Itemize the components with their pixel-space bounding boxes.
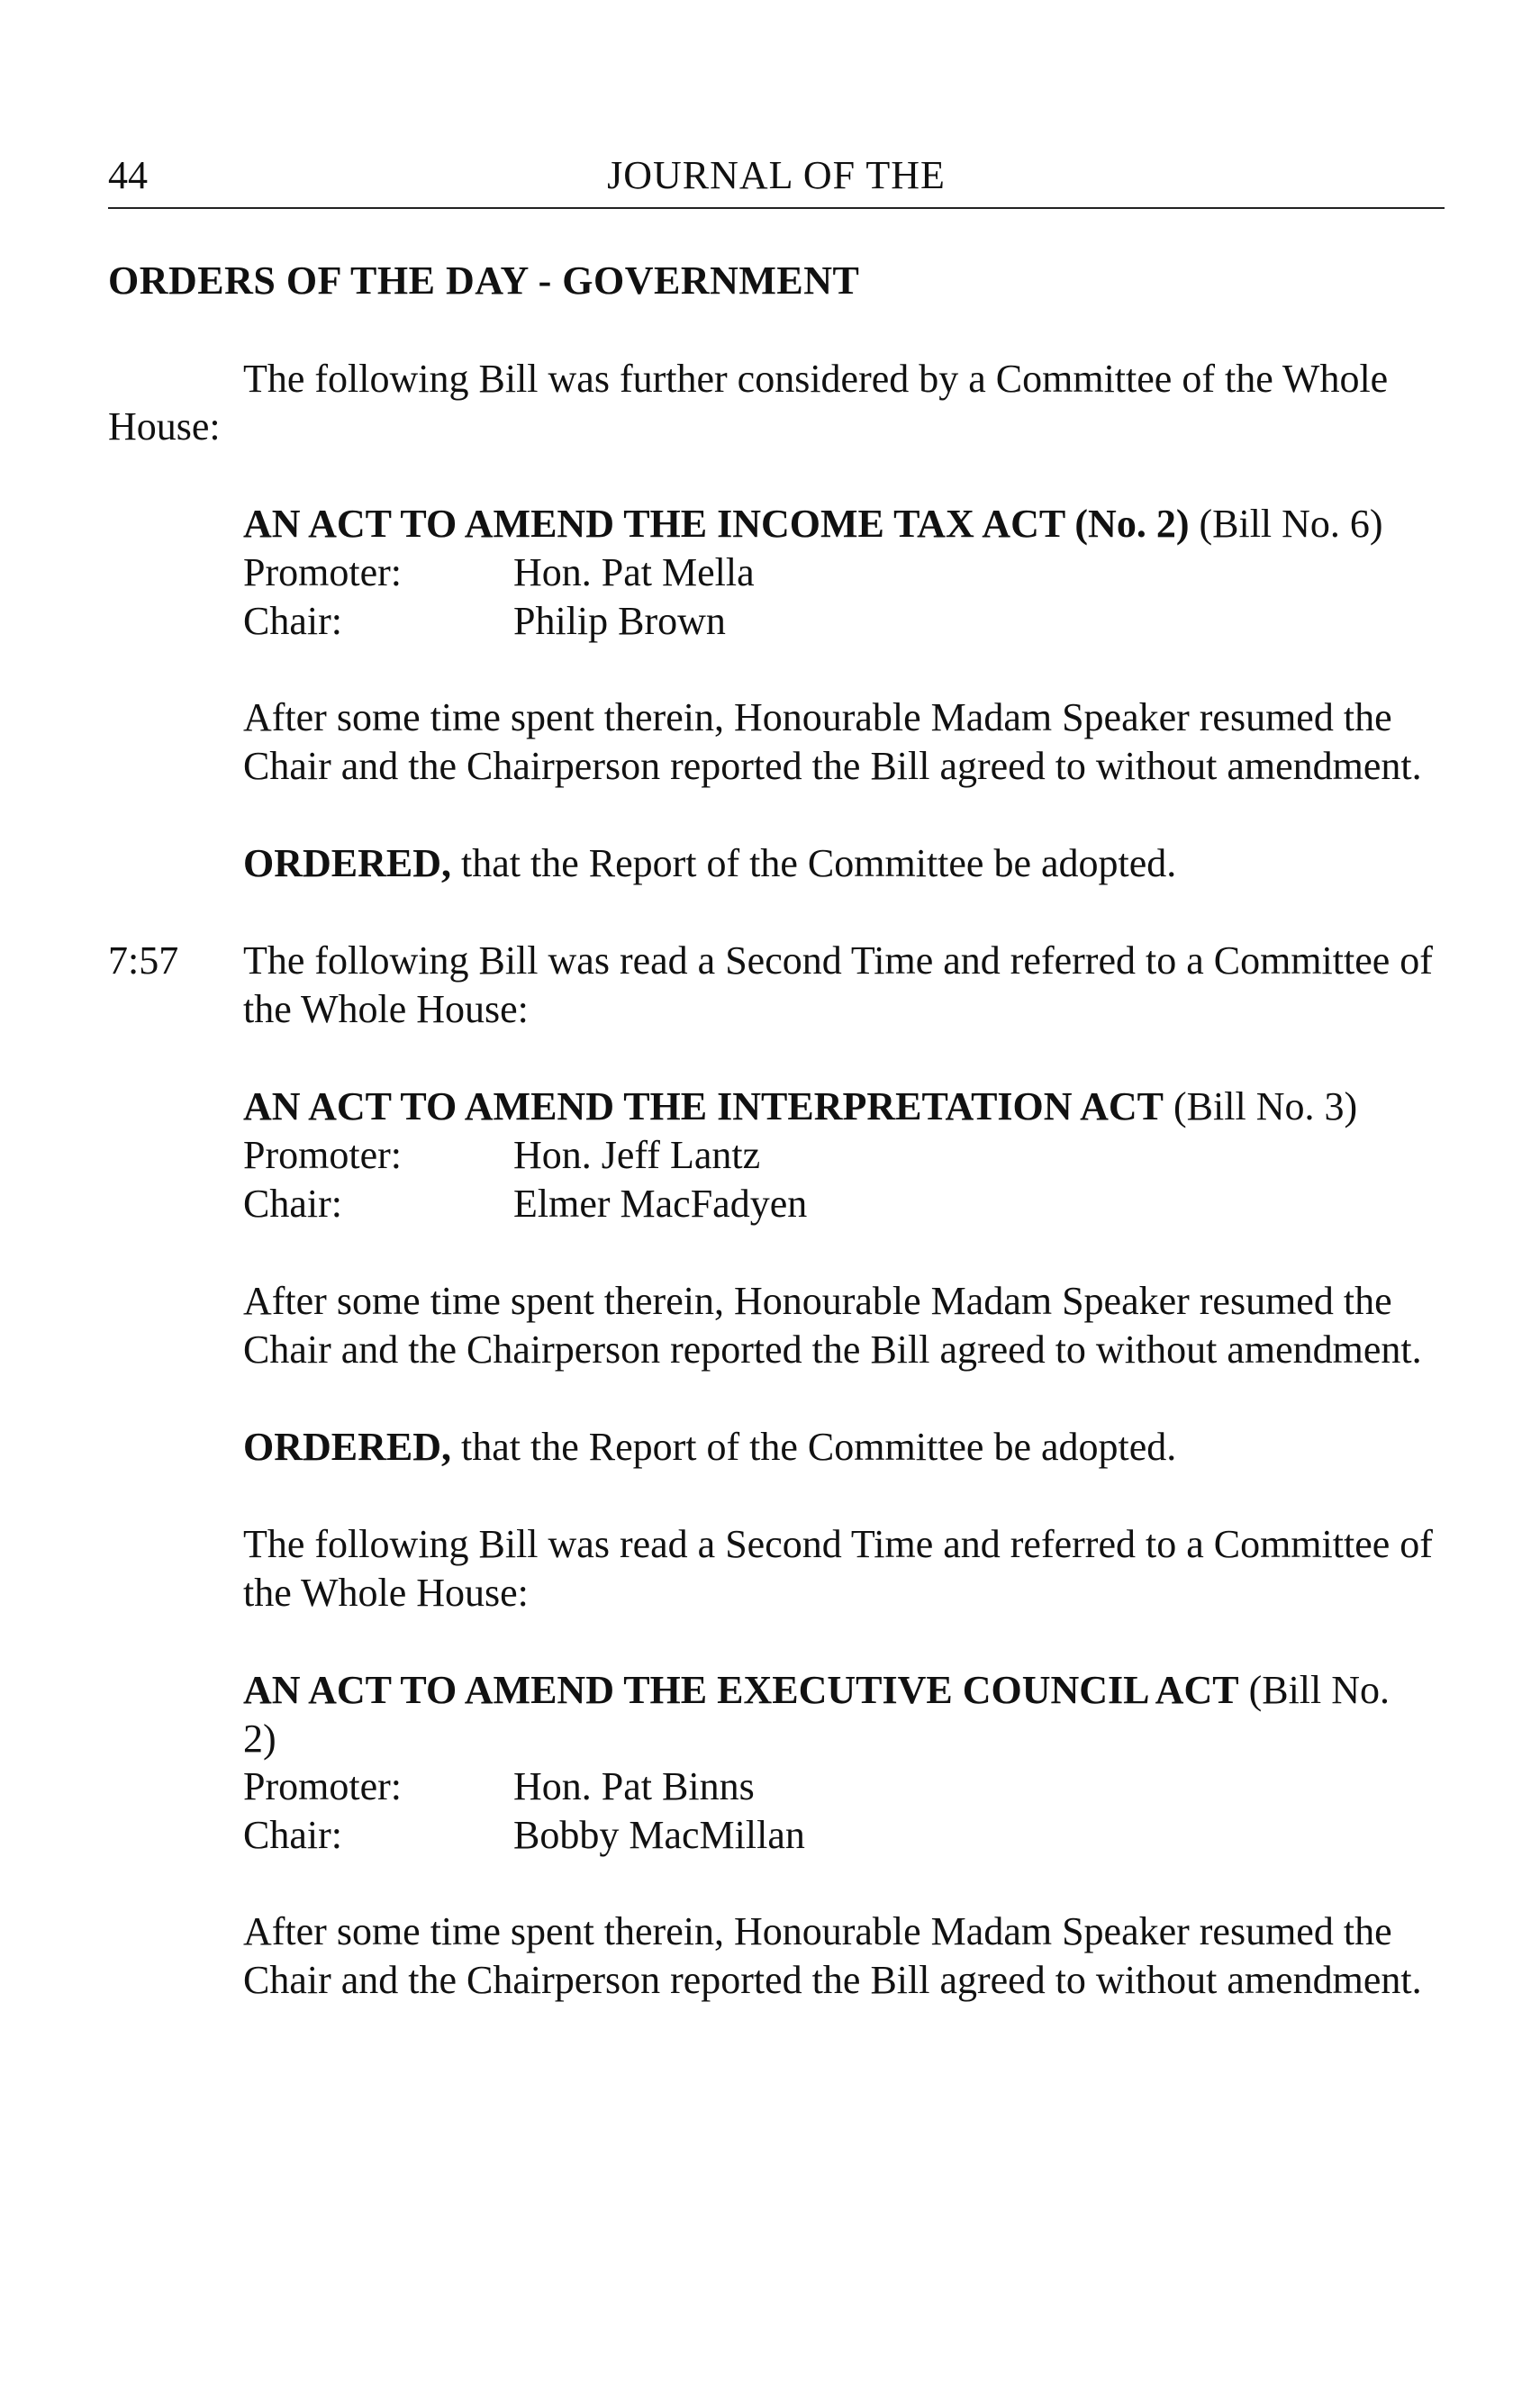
bill-3-number-part-1: (Bill No.	[1248, 1668, 1391, 1712]
bill-1-promoter-row	[243, 548, 1450, 597]
promoter-label: Promoter:	[243, 1764, 402, 1809]
chair-label: Chair:	[243, 598, 342, 643]
promoter-label: Promoter:	[243, 1132, 402, 1177]
bill-3	[243, 1666, 1450, 1860]
bill-3-promoter-row	[243, 1762, 1450, 1811]
bill-1-report	[243, 693, 1450, 790]
bill-1-title-line	[243, 500, 1450, 548]
bill-2-number: (Bill No. 3)	[1173, 1084, 1358, 1128]
second-reading-1-line-2: the Whole House:	[243, 986, 529, 1031]
bill-2-report	[243, 1277, 1450, 1373]
report-line-1: After some time spent therein, Honourable Madam Speaker resumed the	[243, 1909, 1392, 1953]
report-line-1: After some time spent therein, Honourable Madam Speaker resumed the	[243, 695, 1392, 739]
promoter-name: Hon. Pat Binns	[513, 1764, 755, 1809]
section-heading: ORDERS OF THE DAY - GOVERNMENT	[108, 258, 860, 303]
bill-2-ordered	[243, 1423, 1450, 1472]
bill-3-title: AN ACT TO AMEND THE EXECUTIVE COUNCIL ACT	[243, 1668, 1239, 1712]
chair-name: Elmer MacFadyen	[513, 1181, 808, 1226]
ordered-text: that the Report of the Committee be adopted.	[461, 841, 1177, 885]
promoter-label: Promoter:	[243, 549, 402, 594]
bill-3-chair-row	[243, 1811, 1450, 1860]
bill-3-title-line	[243, 1666, 1450, 1715]
chair-name: Philip Brown	[513, 598, 726, 643]
second-reading-2-line-1: The following Bill was read a Second Time and referred to a Committee of	[243, 1522, 1433, 1566]
bill-2	[243, 1083, 1450, 1228]
intro-line-2: House:	[108, 404, 221, 448]
report-line-2: Chair and the Chairperson reported the Bill agreed to without amendment.	[243, 1957, 1422, 2002]
bill-3-report	[243, 1907, 1450, 2004]
bill-1	[243, 500, 1450, 646]
chair-label: Chair:	[243, 1181, 342, 1226]
bill-3-number-part-2: 2)	[243, 1716, 276, 1761]
second-reading-2-line-2: the Whole House:	[243, 1570, 529, 1615]
running-title: JOURNAL OF THE	[607, 153, 946, 197]
ordered-text: that the Report of the Committee be adopted.	[461, 1425, 1177, 1469]
ordered-keyword: ORDERED,	[243, 1425, 452, 1469]
bill-2-title-line	[243, 1083, 1450, 1131]
promoter-name: Hon. Jeff Lantz	[513, 1132, 761, 1177]
second-reading-1	[243, 937, 1450, 1033]
bill-1-chair-row	[243, 597, 1450, 646]
bill-1-ordered	[243, 839, 1450, 888]
report-line-2: Chair and the Chairperson reported the Bill agreed to without amendment.	[243, 1327, 1422, 1372]
bill-2-promoter-row	[243, 1131, 1450, 1180]
time-marker: 7:57	[108, 938, 179, 983]
second-reading-1-line-1: The following Bill was read a Second Time and referred to a Committee of	[243, 938, 1433, 983]
page-number: 44	[108, 153, 148, 197]
bill-2-title: AN ACT TO AMEND THE INTERPRETATION ACT	[243, 1084, 1164, 1128]
promoter-name: Hon. Pat Mella	[513, 549, 755, 594]
chair-name: Bobby MacMillan	[513, 1813, 805, 1858]
second-reading-2	[243, 1520, 1450, 1617]
report-line-2: Chair and the Chairperson reported the Bill agreed to without amendment.	[243, 743, 1422, 788]
bill-2-chair-row	[243, 1180, 1450, 1228]
chair-label: Chair:	[243, 1813, 342, 1858]
ordered-keyword: ORDERED,	[243, 841, 452, 885]
bill-1-number: (Bill No. 6)	[1199, 502, 1383, 546]
intro-line-1: The following Bill was further considered by a Committee of the Whole	[243, 357, 1389, 401]
report-line-1: After some time spent therein, Honourable Madam Speaker resumed the	[243, 1279, 1392, 1323]
bill-1-title: AN ACT TO AMEND THE INCOME TAX ACT (No. 2)	[243, 502, 1190, 546]
page-header	[108, 151, 1445, 209]
